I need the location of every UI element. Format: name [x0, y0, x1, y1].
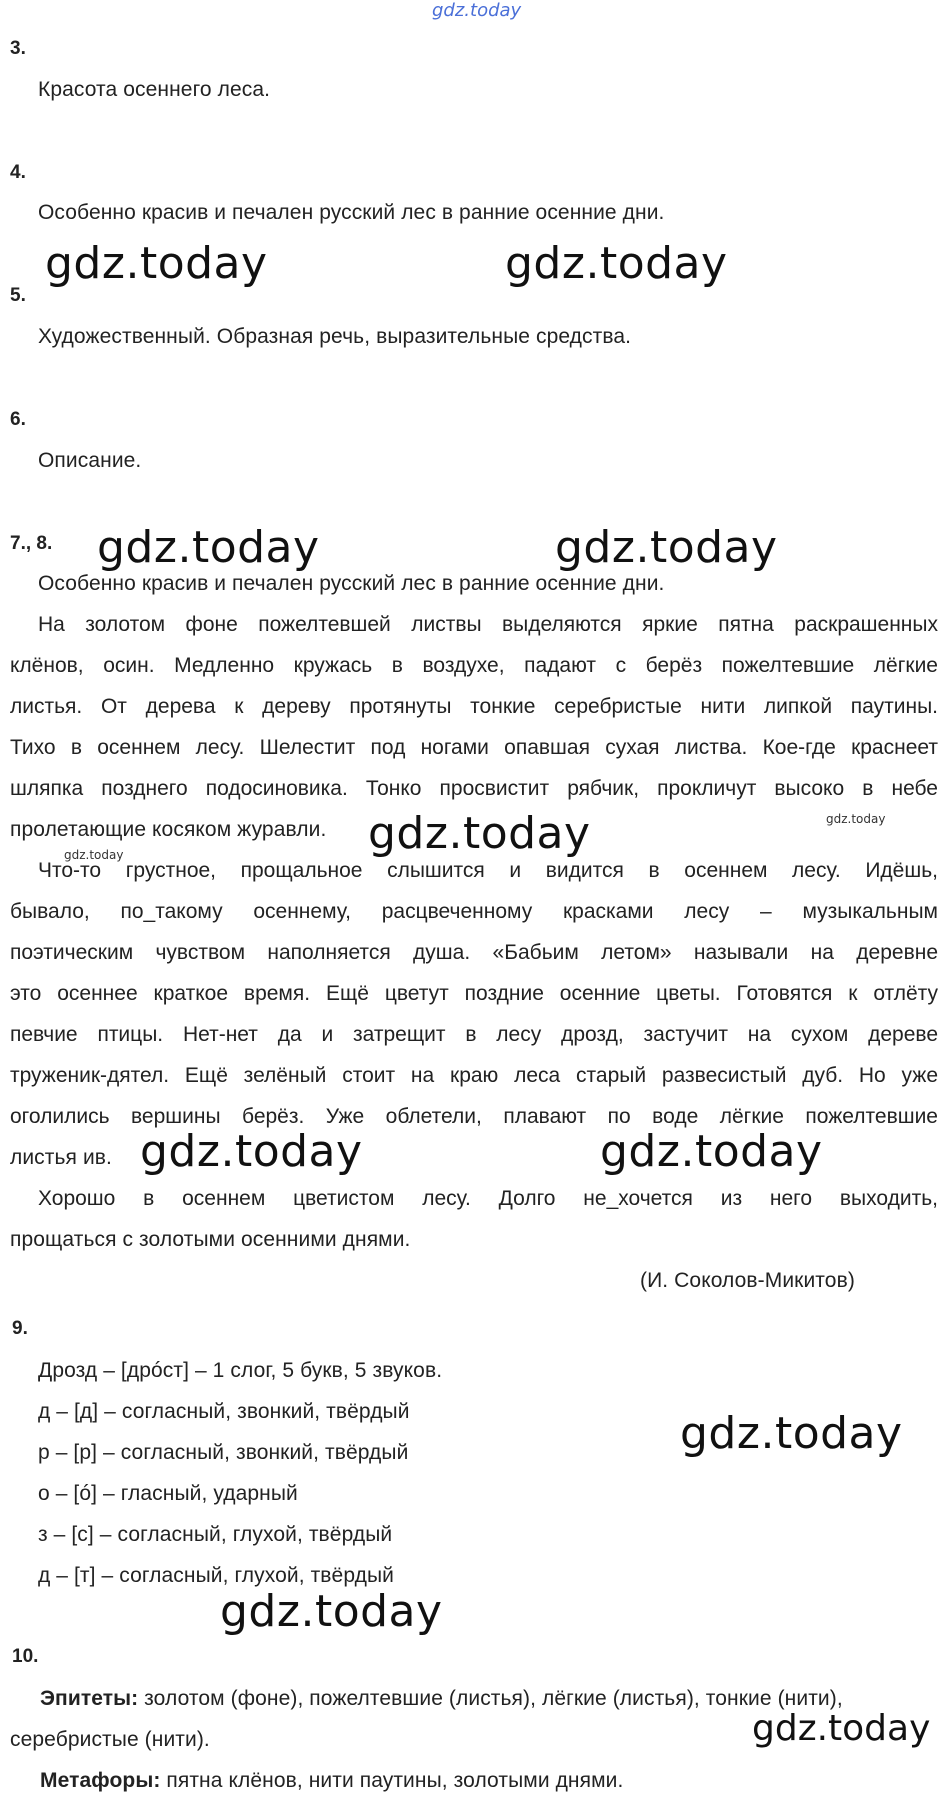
epithets-text: золотом (фоне), пожелтевшие (листья), лёгкие (листья), тонкие (нити),	[138, 1687, 843, 1710]
text-line: Что-то грустное, прощальное слышится и видится в осеннем лесу. Идёшь,	[38, 859, 938, 882]
text-line: клёнов, осин. Медленно кружась в воздухе, падают с берёз пожелтевшие лёгкие	[10, 654, 938, 677]
phonetic-line: Дрозд – [дрóст] – 1 слог, 5 букв, 5 звуков.	[38, 1359, 443, 1382]
text-line: это осеннее краткое время. Ещё цветут поздние осенние цветы. Готовятся к отлёту	[10, 982, 938, 1005]
question-number-7-8: 7., 8.	[10, 533, 53, 554]
watermark: gdz.today	[680, 1408, 903, 1459]
question-number-10: 10.	[12, 1646, 39, 1667]
text-line: пролетающие косяком журавли.	[10, 818, 327, 841]
answer-4: Особенно красив и печален русский лес в ранние осенние дни.	[38, 201, 665, 224]
author: (И. Соколов-Микитов)	[640, 1269, 855, 1292]
question-number-6: 6.	[10, 409, 26, 430]
watermark: gdz.today	[97, 522, 320, 573]
text-line: На золотом фоне пожелтевшей листвы выделяются яркие пятна раскрашенных	[38, 613, 938, 636]
watermark-small: gdz.today	[826, 812, 886, 826]
phonetic-line: д – [т] – согласный, глухой, твёрдый	[38, 1564, 394, 1587]
question-number-4: 4.	[10, 162, 26, 183]
question-number-9: 9.	[12, 1318, 28, 1339]
phonetic-line: р – [р] – согласный, звонкий, твёрдый	[38, 1441, 409, 1464]
text-line: труженик-дятел. Ещё зелёный стоит на краю леса старый развесистый дуб. Но уже	[10, 1064, 938, 1087]
text-line: поэтическим чувством наполняется душа. «Бабьим летом» называли на деревне	[10, 941, 938, 964]
text-line: Тихо в осеннем лесу. Шелестит под ногами опавшая сухая листва. Кое-где краснеет	[10, 736, 938, 759]
epithets-line	[40, 1687, 843, 1711]
watermark: gdz.today	[752, 1708, 931, 1749]
watermark-small: gdz.today	[64, 848, 124, 862]
answer-3: Красота осеннего леса.	[38, 78, 271, 101]
phonetic-line: з – [с] – согласный, глухой, твёрдый	[38, 1523, 393, 1546]
watermark: gdz.today	[45, 238, 268, 289]
text-line: листья. От дерева к дереву протянуты тонкие серебристые нити липкой паутины.	[10, 695, 938, 718]
watermark: gdz.today	[220, 1586, 443, 1637]
question-number-5: 5.	[10, 285, 26, 306]
text-line: шляпка позднего подосиновика. Тонко просвистит рябчик, прокличут высоко в небе	[10, 777, 938, 800]
answer-6: Описание.	[38, 449, 142, 472]
text-line: бывало, по_такому осеннему, расцвеченному красками лесу – музыкальным	[10, 900, 938, 923]
metaphors-label: Метафоры:	[40, 1769, 161, 1792]
question-number-3: 3.	[10, 38, 26, 59]
text-line: Особенно красив и печален русский лес в ранние осенние дни.	[38, 572, 665, 595]
text-line: Хорошо в осеннем цветистом лесу. Долго не_хочется из него выходить,	[38, 1187, 938, 1210]
epithets-label: Эпитеты:	[40, 1687, 139, 1710]
metaphors-line	[40, 1769, 623, 1793]
watermark-top: gdz.today	[432, 0, 522, 21]
watermark: gdz.today	[555, 522, 778, 573]
watermark: gdz.today	[600, 1126, 823, 1177]
text-line: оголились вершины берёз. Уже облетели, плавают по воде лёгкие пожелтевшие	[10, 1105, 938, 1128]
watermark: gdz.today	[505, 238, 728, 289]
phonetic-line: о – [ó] – гласный, ударный	[38, 1482, 298, 1505]
phonetic-line: д – [д] – согласный, звонкий, твёрдый	[38, 1400, 410, 1423]
answer-5: Художественный. Образная речь, выразительные средства.	[38, 325, 632, 348]
text-line: прощаться с золотыми осенними днями.	[10, 1228, 411, 1251]
metaphors-text: пятна клёнов, нити паутины, золотыми днями.	[160, 1769, 624, 1792]
text-line: листья ив.	[10, 1146, 112, 1169]
watermark: gdz.today	[140, 1126, 363, 1177]
text-line: певчие птицы. Нет-нет да и затрещит в лесу дрозд, застучит на сухом дереве	[10, 1023, 938, 1046]
epithets-continued: серебристые (нити).	[10, 1728, 210, 1751]
watermark: gdz.today	[368, 808, 591, 859]
